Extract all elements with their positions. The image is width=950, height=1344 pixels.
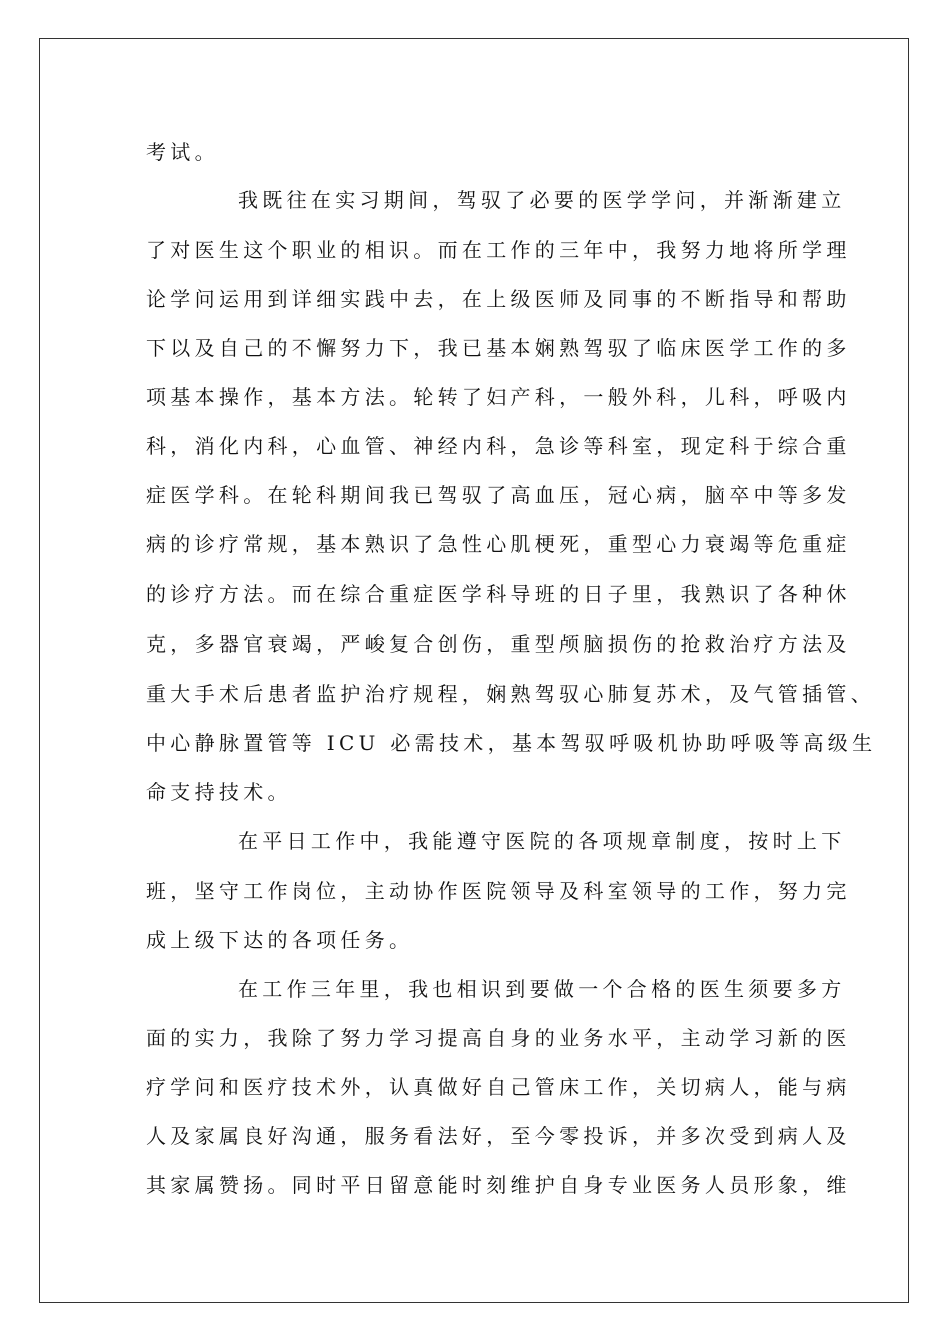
page-border bbox=[39, 38, 909, 1303]
paragraph-first-line: 在平日工作中，我能遵守医院的各项规章制度，按时上下 bbox=[238, 829, 846, 853]
text-line: 班，坚守工作岗位，主动协作医院领导及科室领导的工作，努力完 bbox=[146, 879, 851, 903]
text-line: 克，多器官衰竭，严峻复合创伤，重型颅脑损伤的抢救治疗方法及 bbox=[146, 632, 851, 656]
text-line: 下以及自己的不懈努力下，我已基本娴熟驾驭了临床医学工作的多 bbox=[146, 336, 851, 360]
text-line: 面的实力，我除了努力学习提高自身的业务水平，主动学习新的医 bbox=[146, 1026, 851, 1050]
text-line: 其家属赞扬。同时平日留意能时刻维护自身专业医务人员形象，维 bbox=[146, 1173, 851, 1197]
text-line: 的诊疗方法。而在综合重症医学科导班的日子里，我熟识了各种休 bbox=[146, 582, 851, 606]
paragraph-first-line: 我既往在实习期间，驾驭了必要的医学学问，并渐渐建立 bbox=[238, 188, 846, 212]
text-line: 人及家属良好沟通，服务看法好，至今零投诉，并多次受到病人及 bbox=[146, 1124, 851, 1148]
text-line: 项基本操作，基本方法。轮转了妇产科，一般外科，儿科，呼吸内 bbox=[146, 385, 851, 409]
text-line: 论学问运用到详细实践中去，在上级医师及同事的不断指导和帮助 bbox=[146, 287, 851, 311]
text-line: 了对医生这个职业的相识。而在工作的三年中，我努力地将所学理 bbox=[146, 238, 851, 262]
text-line: 疗学问和医疗技术外，认真做好自己管床工作，关切病人，能与病 bbox=[146, 1075, 851, 1099]
text-line: 科，消化内科，心血管、神经内科，急诊等科室，现定科于综合重 bbox=[146, 434, 851, 458]
text-line: 中心静脉置管等 ICU 必需技术，基本驾驭呼吸机协助呼吸等高级生 bbox=[146, 731, 877, 755]
text-line: 命支持技术。 bbox=[146, 780, 292, 804]
text-line: 症医学科。在轮科期间我已驾驭了高血压，冠心病，脑卒中等多发 bbox=[146, 483, 851, 507]
text-line: 考试。 bbox=[146, 140, 219, 164]
text-line: 重大手术后患者监护治疗规程，娴熟驾驭心肺复苏术，及气管插管、 bbox=[146, 682, 875, 706]
text-line: 病的诊疗常规，基本熟识了急性心肌梗死，重型心力衰竭等危重症 bbox=[146, 532, 851, 556]
text-line: 成上级下达的各项任务。 bbox=[146, 928, 414, 952]
paragraph-first-line: 在工作三年里，我也相识到要做一个合格的医生须要多方 bbox=[238, 977, 846, 1001]
